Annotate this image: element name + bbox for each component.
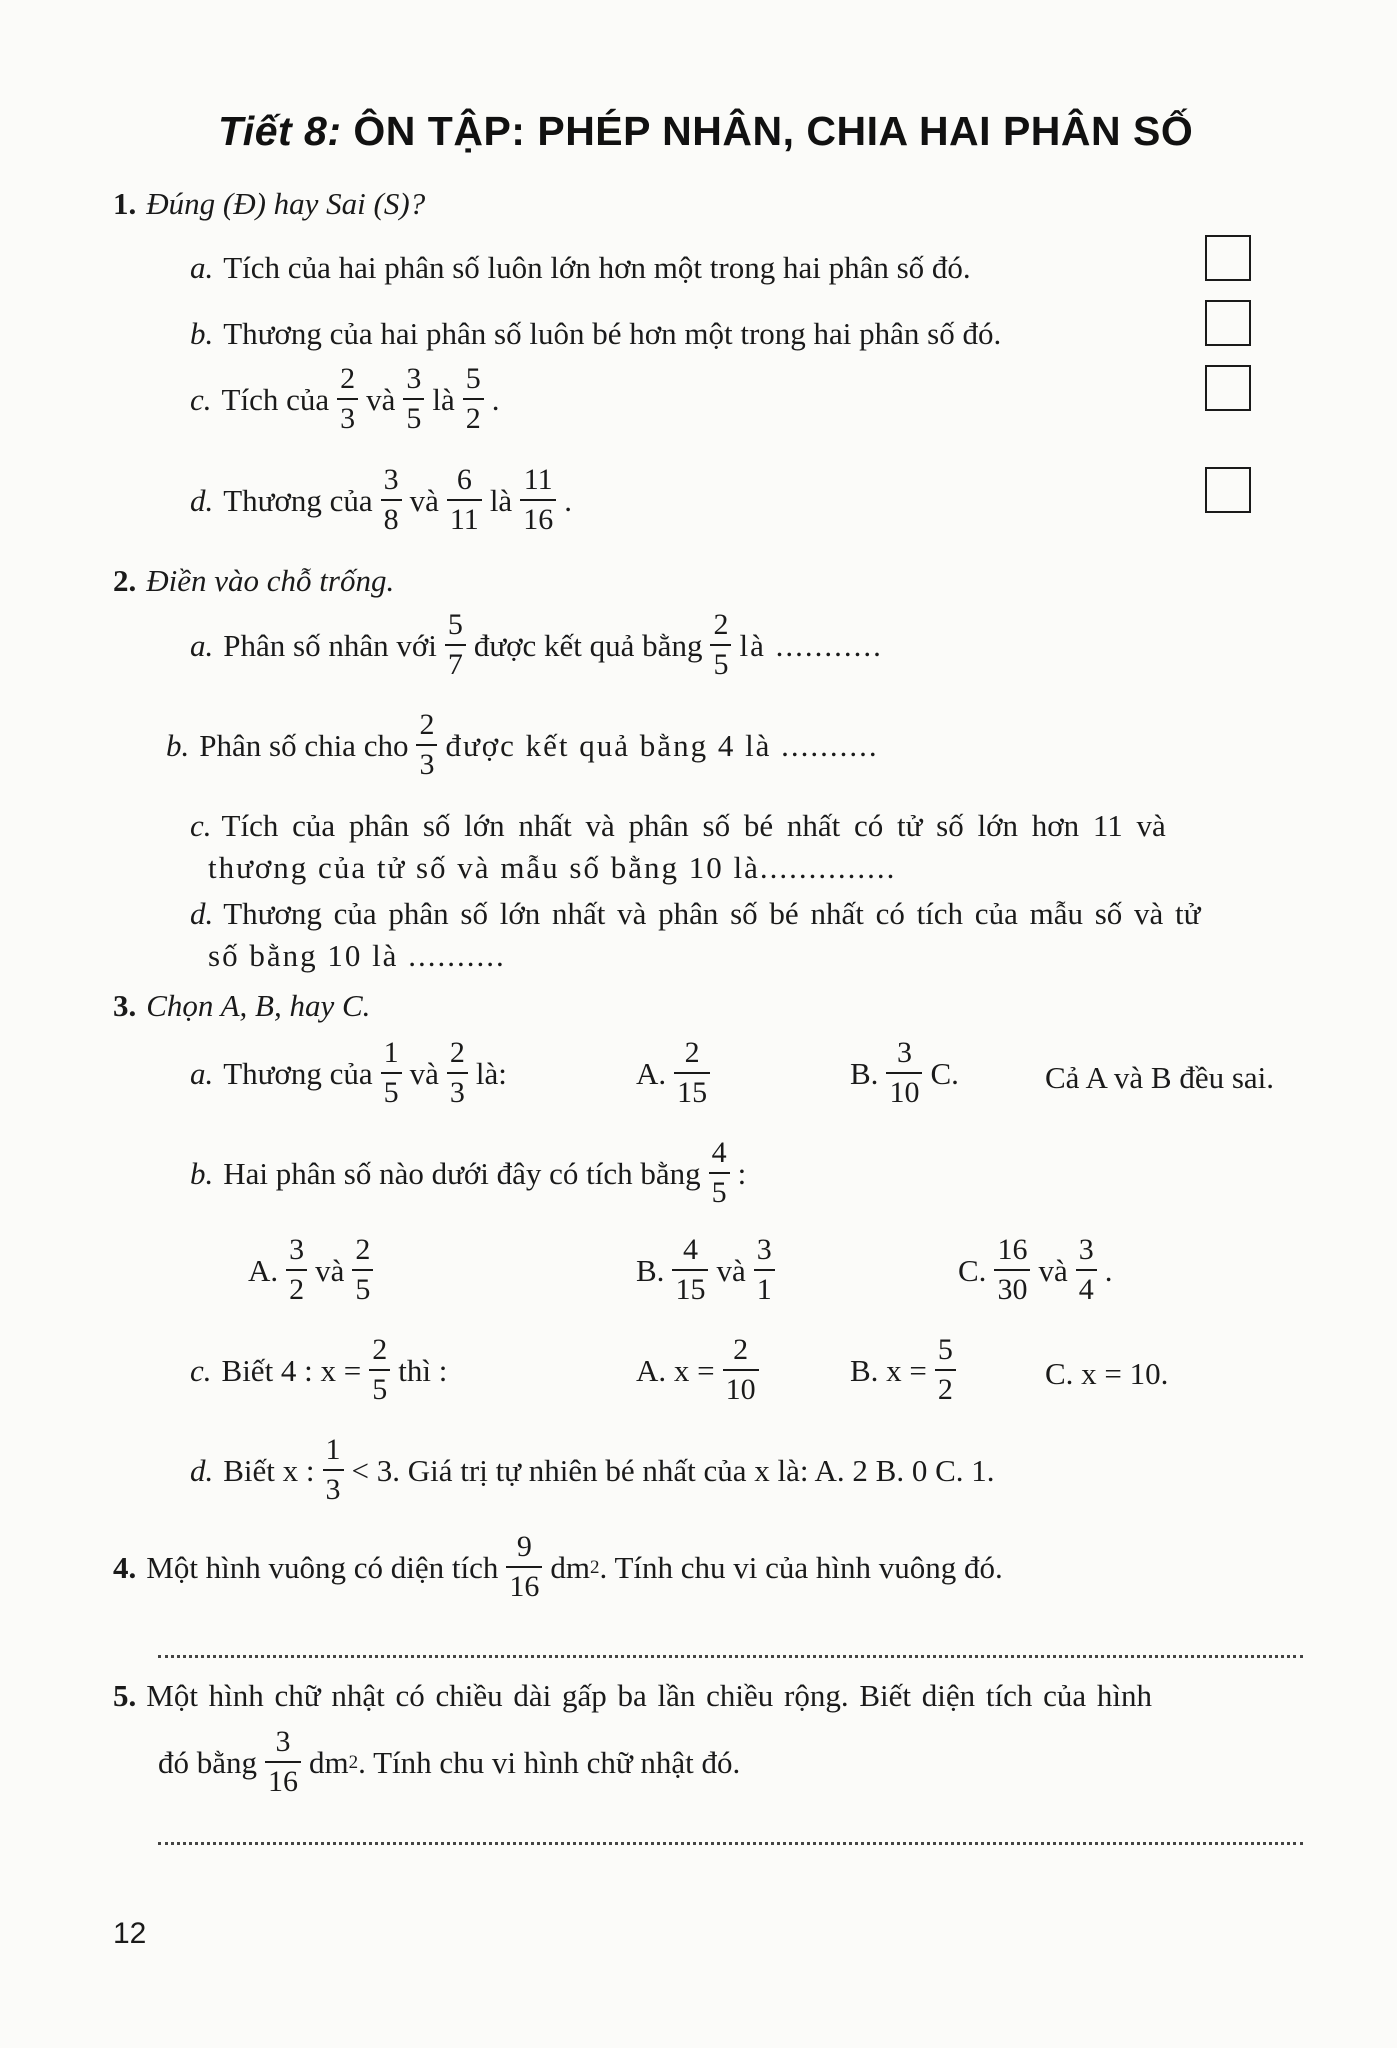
- q5-number: 5.: [113, 1678, 137, 1713]
- q5-answer-line[interactable]: [158, 1842, 1303, 1845]
- fraction: $\frac{2}{5}$: [369, 1335, 390, 1405]
- q1-number: 1.: [113, 186, 137, 221]
- fraction: $\frac{3}{2}$: [286, 1235, 307, 1305]
- q3a-statement: a. Thương của $\frac{1}{5}$ và $\frac{2}{3}$ là:: [190, 1036, 507, 1109]
- q3c-option-a[interactable]: A. x = $\frac{2}{10}$: [636, 1335, 767, 1405]
- fraction: $\frac{2}{3}$: [337, 364, 358, 434]
- fraction: $\frac{2}{5}$: [710, 610, 731, 680]
- q1-prompt: Đúng (Đ) hay Sai (S)?: [146, 186, 426, 221]
- q5-line1: 5. Một hình chữ nhật có chiều dài gấp ba lần chiều rộng. Biết diện tích của hình: [113, 1678, 1152, 1713]
- q1b-answer-box[interactable]: [1205, 300, 1251, 346]
- fraction: $\frac{4}{15}$: [672, 1235, 708, 1305]
- q3c-option-c[interactable]: C. x = 10.: [1045, 1356, 1169, 1391]
- q1b-statement: b. Thương của hai phân số luôn bé hơn một trong hai phân số đó.: [190, 316, 1002, 351]
- fraction: $\frac{5}{7}$: [445, 610, 466, 680]
- fraction: $\frac{2}{3}$: [447, 1038, 468, 1108]
- fraction: $\frac{2}{5}$: [352, 1235, 373, 1305]
- q3b-option-a[interactable]: A. $\frac{3}{2}$ và $\frac{2}{5}$: [248, 1235, 381, 1305]
- q1a-statement: a. Tích của hai phân số luôn lớn hơn một trong hai phân số đó.: [190, 250, 971, 285]
- fraction: $\frac{6}{11}$: [447, 465, 482, 535]
- fraction: $\frac{2}{10}$: [723, 1335, 759, 1405]
- q3b-option-c[interactable]: C. $\frac{16}{30}$ và $\frac{3}{4}$ .: [958, 1233, 1113, 1306]
- q4-answer-line[interactable]: [158, 1655, 1303, 1658]
- lesson-topic: ÔN TẬP: PHÉP NHÂN, CHIA HAI PHÂN SỐ: [353, 108, 1194, 154]
- q1d-answer-box[interactable]: [1205, 467, 1251, 513]
- fraction: $\frac{16}{30}$: [994, 1235, 1030, 1305]
- q2a-statement: a. Phân số nhân với $\frac{5}{7}$ được kết quả bằng $\frac{2}{5}$ là ...........: [190, 608, 883, 681]
- q1a-answer-box[interactable]: [1205, 235, 1251, 281]
- q3b-option-b[interactable]: B. $\frac{4}{15}$ và $\frac{3}{1}$: [636, 1235, 783, 1305]
- q3c-statement: c. Biết 4 : x = $\frac{2}{5}$ thì :: [190, 1333, 448, 1406]
- q2d-line2: số bằng 10 là ..........: [208, 938, 506, 973]
- fraction: $\frac{3}{8}$: [381, 465, 402, 535]
- page-number: 12: [113, 1917, 147, 1950]
- q2b-statement: b. Phân số chia cho $\frac{2}{3}$ được kết quả bằng 4 là ..........: [166, 708, 879, 781]
- q5-line2: đó bằng $\frac{3}{16}$ dm 2 . Tính chu vi hình chữ nhật đó.: [158, 1725, 741, 1798]
- q3a-option-c[interactable]: Cả A và B đều sai.: [1045, 1060, 1275, 1095]
- lesson-label: Tiết 8:: [218, 108, 342, 154]
- q3-prompt: Chọn A, B, hay C.: [146, 988, 371, 1023]
- fraction: $\frac{1}{3}$: [323, 1435, 344, 1505]
- q3a-option-a[interactable]: A. $\frac{2}{15}$: [636, 1038, 718, 1108]
- page-title: [218, 108, 1248, 155]
- fraction: $\frac{3}{16}$: [265, 1727, 301, 1797]
- q2-number: 2.: [113, 563, 137, 598]
- q3b-statement: b. Hai phân số nào dưới đây có tích bằng $\frac{4}{5}$ :: [190, 1136, 747, 1209]
- q3-number: 3.: [113, 988, 137, 1023]
- q2c-line1: c. Tích của phân số lớn nhất và phân số bé nhất có tử số lớn hơn 11 và: [190, 808, 1166, 843]
- q2c-line2: thương của tử số và mẫu số bằng 10 là..............: [208, 850, 897, 885]
- q4-number: 4.: [113, 1549, 137, 1585]
- fraction: $\frac{3}{4}$: [1076, 1235, 1097, 1305]
- fraction: $\frac{5}{2}$: [935, 1335, 956, 1405]
- q2d-line1: d. Thương của phân số lớn nhất và phân số bé nhất có tích của mẫu số và tử: [190, 896, 1201, 931]
- fraction: $\frac{5}{2}$: [463, 364, 484, 434]
- q2-prompt: Điền vào chỗ trống.: [146, 563, 395, 598]
- q3d-statement: d. Biết x : $\frac{1}{3}$ < 3. Giá trị tự nhiên bé nhất của x là: A. 2 B. 0 C. 1.: [190, 1433, 995, 1506]
- q3a-option-b[interactable]: B. $\frac{3}{10}$ C.: [850, 1036, 959, 1109]
- fraction: $\frac{3}{5}$: [403, 364, 424, 434]
- fraction: $\frac{11}{16}$: [520, 465, 556, 535]
- fraction: $\frac{9}{16}$: [506, 1532, 542, 1602]
- q3c-option-b[interactable]: B. x = $\frac{5}{2}$: [850, 1335, 964, 1405]
- q4-statement: 4. Một hình vuông có diện tích $\frac{9}{16}$ dm 2 . Tính chu vi của hình vuông đó.: [113, 1530, 1003, 1603]
- q1c-answer-box[interactable]: [1205, 365, 1251, 411]
- q1d-statement: d. Thương của $\frac{3}{8}$ và $\frac{6}{11}$ là $\frac{11}{16}$ .: [190, 463, 572, 536]
- q2-heading: [113, 565, 394, 596]
- fraction: $\frac{3}{1}$: [754, 1235, 775, 1305]
- q3-heading: [113, 990, 370, 1021]
- fraction: $\frac{1}{5}$: [381, 1038, 402, 1108]
- q1-heading: [113, 188, 425, 219]
- fraction: $\frac{2}{15}$: [674, 1038, 710, 1108]
- fraction: $\frac{2}{3}$: [416, 710, 437, 780]
- q1c-statement: c. Tích của $\frac{2}{3}$ và $\frac{3}{5}$ là $\frac{5}{2}$ .: [190, 362, 500, 435]
- fraction: $\frac{4}{5}$: [709, 1138, 730, 1208]
- fraction: $\frac{3}{10}$: [886, 1038, 922, 1108]
